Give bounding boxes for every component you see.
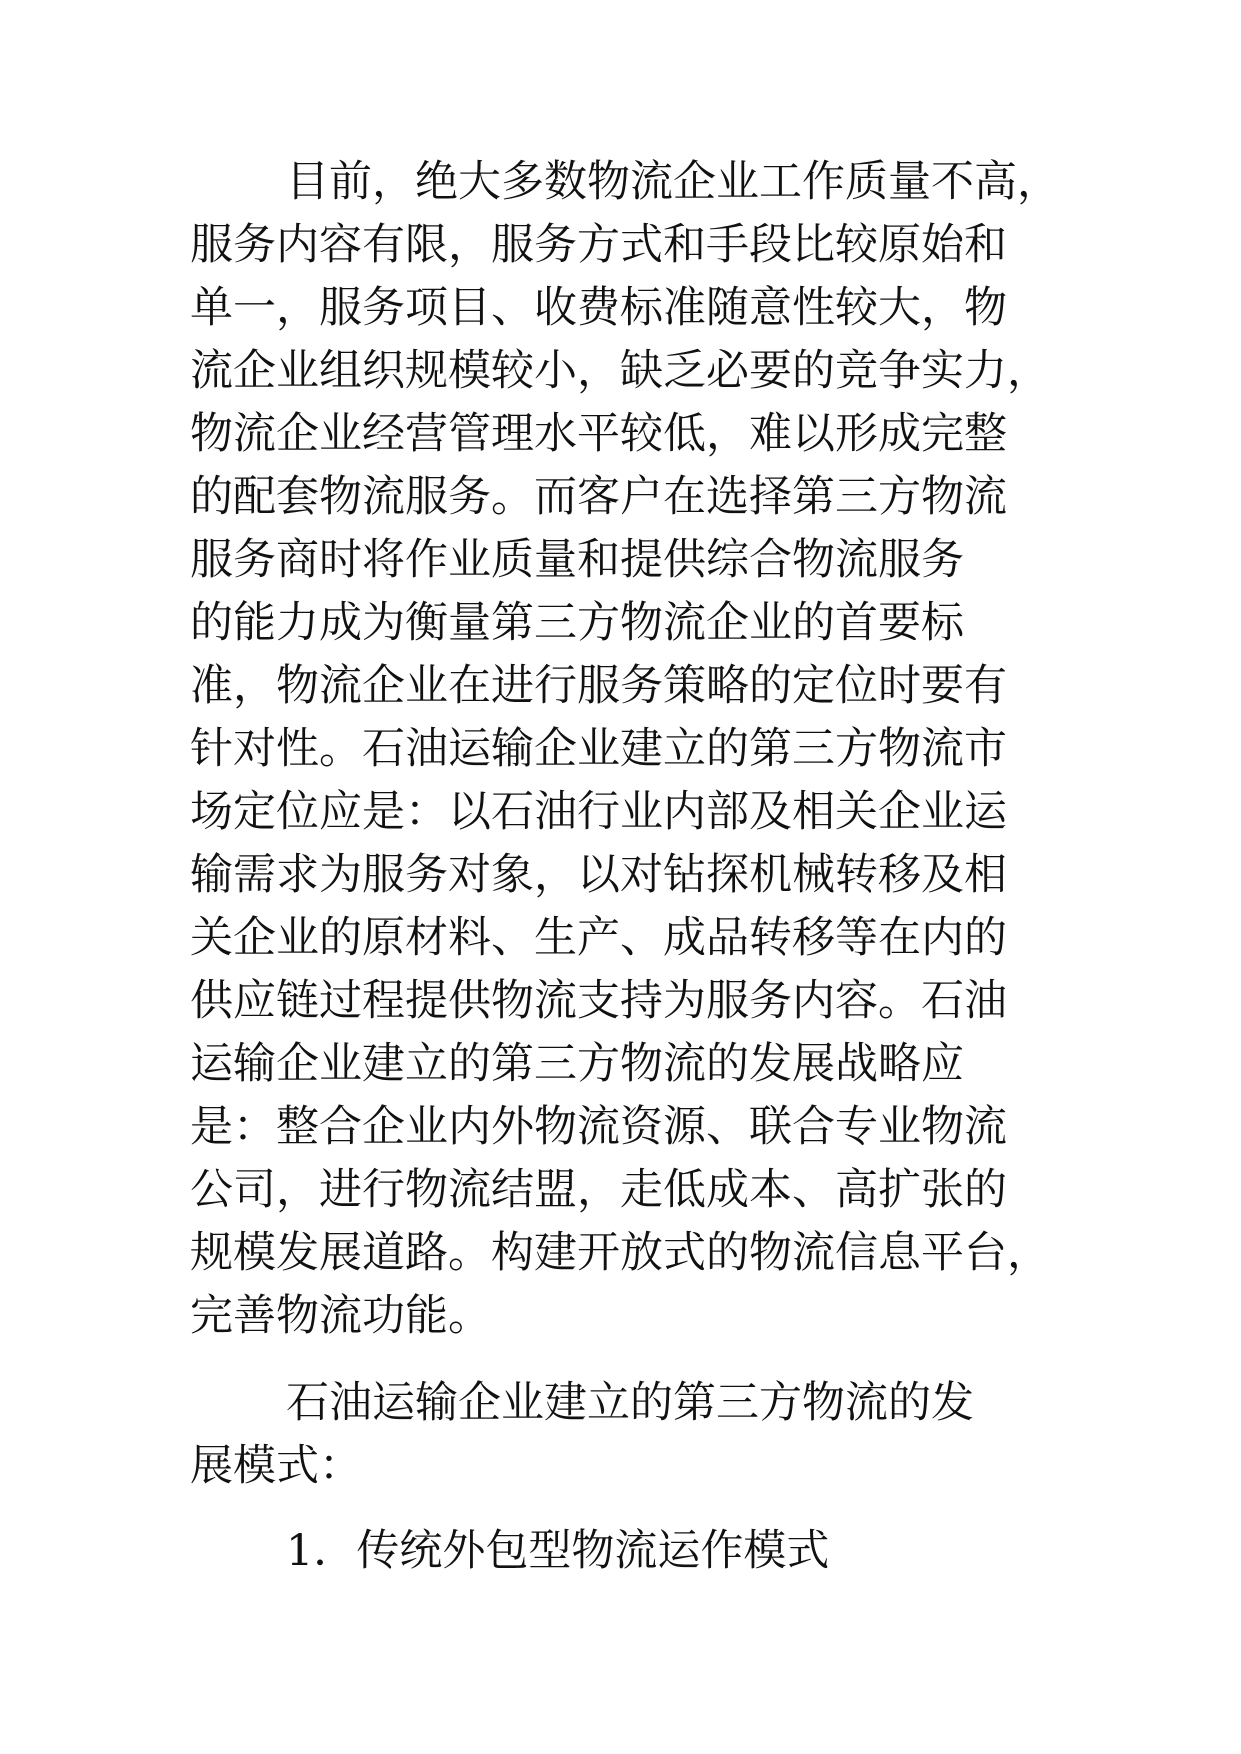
section-heading: 1．传统外包型物流运作模式 — [286, 1526, 830, 1576]
text-line: 目前，绝大多数物流企业工作质量不高， — [286, 157, 1060, 207]
text-line: 关企业的原材料、生产、成品转移等在内的 — [190, 913, 1007, 963]
text-line: 服务商时将作业质量和提供综合物流服务 — [190, 535, 964, 585]
text-line: 运输企业建立的第三方物流的发展战略应 — [190, 1039, 964, 1089]
text-line: 流企业组织规模较小，缺乏必要的竞争实力， — [190, 346, 1050, 396]
text-line: 展模式： — [190, 1441, 362, 1491]
text-line: 准，物流企业在进行服务策略的定位时要有 — [190, 661, 1007, 711]
text-line: 规模发展道路。构建开放式的物流信息平台， — [190, 1228, 1050, 1278]
text-line: 是：整合企业内外物流资源、联合专业物流 — [190, 1102, 1007, 1152]
text-line: 服务内容有限，服务方式和手段比较原始和 — [190, 220, 1007, 270]
text-line: 完善物流功能。 — [190, 1291, 491, 1341]
text-line: 供应链过程提供物流支持为服务内容。石油 — [190, 976, 1007, 1026]
text-line: 的配套物流服务。而客户在选择第三方物流 — [190, 472, 1007, 522]
text-line: 单一，服务项目、收费标准随意性较大，物 — [190, 283, 1007, 333]
text-line: 输需求为服务对象，以对钻探机械转移及相 — [190, 850, 1007, 900]
text-line: 物流企业经营管理水平较低，难以形成完整 — [190, 409, 1007, 459]
text-line: 针对性。石油运输企业建立的第三方物流市 — [190, 724, 1007, 774]
text-line: 石油运输企业建立的第三方物流的发 — [286, 1378, 974, 1428]
text-line: 公司，进行物流结盟，走低成本、高扩张的 — [190, 1165, 1007, 1215]
text-line: 的能力成为衡量第三方物流企业的首要标 — [190, 598, 964, 648]
text-line: 场定位应是：以石油行业内部及相关企业运 — [190, 787, 1007, 837]
